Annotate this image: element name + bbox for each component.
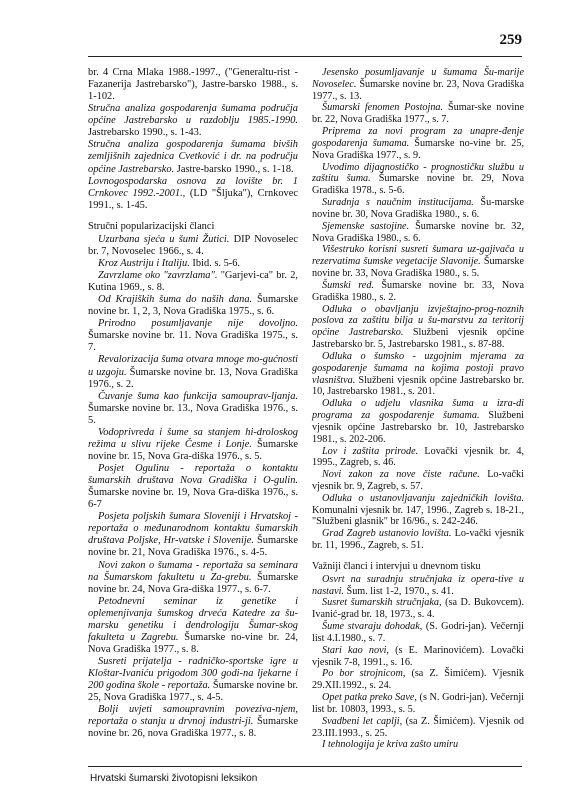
bibliography-entry — [88, 704, 298, 740]
entry-title: Višestruko korisni susreti šumara uz-gajivača u rezervatima šumske vegetacije Slavonije. — [312, 244, 524, 268]
entry-source: Službeni vjesnik općine Jastrebarsko br. 10, Jastrebarsko 1981., s. 202-206. — [312, 410, 524, 445]
entry-source: Komunalni vjesnik br. 147, 1996., Zagreb s. 18-21., "Službeni glasnik" br 16/96., s. 242-246. — [312, 504, 524, 528]
entry-source: Lovački vjesnik br. 4, 1995., Zagreb, s. 46. — [312, 445, 525, 469]
entry-title: Od Krajiških šuma do naših dana. — [98, 294, 253, 306]
entry-title: Priprema za novi program za unapre-đenje gospodarenja šumama. — [312, 126, 524, 149]
entry-title: Vodoprivreda i šume sa stanjem hi-droloskog režima u slivu rijeke Česme i Lonje. — [88, 426, 298, 450]
bibliography-entry — [88, 511, 298, 559]
entry-title: Novi zakon za nove čiste račune. — [322, 469, 480, 481]
bibliography-entry — [88, 391, 298, 427]
entry-source: Šumarske novine br. 15, Nova Gra-diška 1976., s. 5. — [88, 438, 298, 462]
entry-title: Petodnevni seminar iz genetike i oplemenjivanja šumskog drveća Katedre za šu-marsku genetiku i dendrologiju Šumar-skog fakulteta u Zagrebu. — [88, 595, 298, 643]
entry-title: Lov i zaštita prirode. — [322, 445, 419, 457]
entry-title: Posjet Ogulinu - reportaža o kontaktu šumarskih društava Nova Gradiška i O-gulin. — [88, 463, 298, 487]
bibliography-entry — [312, 102, 524, 126]
entry-source: Šumarske novine br. 24, Nova Gra-diška 1977., s. 6-7. — [88, 571, 299, 595]
entry-source: Službeni vjesnik općine Jastrebarsko br. 5, Jastrebarsko 1981., s. 87-88. — [312, 327, 524, 351]
bibliography-entry — [312, 668, 524, 692]
bibliography-entry — [312, 446, 524, 470]
bibliography-entry — [88, 427, 298, 463]
bibliography-entry — [312, 398, 524, 445]
entry-title: Stručna analiza gospodarenja šumama bivših zemljišnih zajednica Cvetković i dr. na području općine Jastrebarsko. — [88, 139, 298, 175]
bibliography-entry — [312, 67, 524, 102]
entry-source: Šumarske novine br. 21, Nova Gradiška 1976., s. 4-5. — [88, 535, 298, 559]
bibliography-entry — [312, 493, 524, 528]
entry-source: Lo-vački vjesnik br. 9, Zagreb, s. 57. — [312, 469, 524, 492]
entry-source: (sa Z. Šimićem). Vjesnik 29.XII.1992., s. 24. — [312, 668, 524, 692]
entry-title: Šumski red. — [322, 279, 374, 291]
header-rule — [88, 56, 522, 57]
entry-title: Uzurbana sjeća u šumi Žutici. — [98, 233, 230, 245]
bibliography-entry — [88, 270, 298, 294]
bibliography-entry — [312, 716, 524, 740]
entry-title: Revalorizacija šuma otvara mnoge mo-gućnosti u uzgoju. — [88, 354, 298, 378]
section-heading: Stručni popularizacijski članci — [88, 220, 215, 232]
bibliography-entry — [88, 596, 298, 656]
footer-rule — [88, 766, 522, 767]
entry-source: br. 4 Crna Mlaka 1988.-1997., ("Generaltu-rist - Fazanerija Jastrebarsko"), Jastre-barsko 1988., s. 1-102. — [88, 67, 298, 103]
entry-title: Šumarski fenomen Postojna. — [322, 102, 444, 114]
entry-title: Kroz Austriju i Italiju. — [98, 257, 190, 269]
entry-source: Šumarske novine br. 1, 2, 3, Nova Gradiška 1975., s. 6. — [88, 294, 299, 318]
entry-title: Odluka o šumsko - uzgojnim mjerama za gospodarenje šumama na kojima postoji pravo vlasništva. — [312, 350, 524, 386]
entry-title: Grad Zagreb ustanovio lovišta. — [322, 528, 452, 540]
entry-source: Jastre-barsko 1990., s. 1-18. — [174, 163, 294, 175]
entry-source: Lo-vački vjesnik br. 11, 1996., Zagreb, s. 51. — [312, 528, 524, 552]
entry-source: Šumarske novine br. 25, Nova Gradiška 1977., s. 4-5. — [88, 680, 299, 704]
entry-title: Čuvanje šuma kao funkcija samouprav-ljanja. — [98, 390, 298, 402]
bibliography-entry — [88, 463, 298, 511]
entry-title: Sjemenske sastojine. — [322, 220, 410, 232]
entry-title: Uvodimo dijagnostičko - prognostičku službu u zaštitu šuma. — [312, 161, 524, 185]
entry-source: (s N. Godri-jan). Večernji list br. 10803, 1993., s. 5. — [312, 692, 525, 715]
entry-source: Šumarske novine br. 13., Nova Gradiška 1976., s. 5. — [88, 402, 298, 426]
entry-title: Svadbeni let caplji, — [322, 715, 403, 727]
entry-title: Susret šumarskih stručnjaka, — [322, 597, 442, 609]
bibliography-entry — [88, 318, 298, 354]
entry-title: Prirodno posumljavanje nije dovoljno. — [98, 318, 298, 330]
entry-source: (sa D. Bukovcem). Ivanić-grad br. 18, 1973., s. 4. — [312, 597, 524, 621]
entry-title: Jesensko posumljavanje u šumama Šu-marije Novoselec. — [312, 67, 524, 90]
entry-source: (LD "Šljuka"), Crnkovec 1991., s. 1-45. — [88, 187, 298, 211]
entry-source: Šu-marske novine br. 30, Nova Gradiška 1980., s. 6. — [312, 197, 524, 220]
entry-title: Zavrzlame oko "zavrzlama". — [98, 270, 218, 281]
footer-title: Hrvatski šumarski životopisni leksikon — [90, 773, 258, 784]
entry-source: "Garjevi-ca" br. 2, Kutina 1969., s. 8. — [88, 270, 298, 294]
entry-title: Lovnogospodarska osnova za lovište br. 1 Crnkovec 1992.-2001., — [88, 175, 298, 199]
bibliography-entry — [312, 162, 524, 197]
section-heading: Važniji članci i intervjui u dnevnom tisku — [312, 560, 481, 572]
bibliography-entry — [312, 351, 524, 398]
entry-title: Suradnja s naučnim institucijama. — [322, 197, 474, 209]
bibliography-entry — [88, 234, 298, 258]
entry-title: Stručna analiza gospodarenja šumama područja općine Jastrebarsko u razdoblju 1985.-1990. — [88, 103, 298, 127]
bibliography-entry — [312, 597, 524, 621]
entry-source: Šumarske novine br. 11. Nova Gradiška 1975., s. 7. — [88, 330, 298, 354]
entry-source: Službeni vjesnik općine Jastrebarsko br. 10, Jastrebarsko 1981., s. 201. — [312, 374, 524, 398]
bibliography-entry — [312, 739, 524, 751]
entry-source: Šum. list 1-2, 1970., s. 41. — [343, 585, 454, 597]
entry-source: (s E. Marinovićem). Lovački vjesnik 7-8, 1991., s. 16. — [312, 644, 525, 668]
bibliography-entry — [312, 197, 524, 221]
bibliography-entry — [88, 294, 298, 318]
entry-source: Šumarske novine br. 23, Nova Gradiška 1977., s. 13. — [312, 78, 524, 102]
left-column — [88, 67, 298, 740]
entry-title: Posjeta poljskih šumara Sloveniji i Hrvatskoj - reportaža o međunarodnom kontaktu šumarskih društava Poljske, Hr-vatske i Slovenije. — [88, 511, 298, 547]
bibliography-entry — [312, 621, 524, 645]
bibliography-entry — [88, 560, 298, 596]
entry-title: Odluka o udjelu vlasnika šuma u izra-di programa za gospodarenje šumama. — [312, 398, 524, 422]
entry-title: Opet patka preko Save, — [322, 692, 417, 704]
entry-title: I tehnologija je kriva zašto umiru — [322, 739, 459, 751]
entry-source: Šumarske no-vine br. 24, Nova Gradiška 1977., s. 8. — [88, 631, 298, 655]
entry-source: Šumarske novine br. 32, Nova Gradiška 1980., s. 6. — [312, 220, 524, 244]
entry-source: Šumar-ske novine br. 22, Nova Gradiška 1977., s. 7. — [312, 102, 525, 126]
entry-source: (S. Godri-jan). Večernji list 4.I.1980., s. 7. — [312, 621, 525, 644]
bibliography-entry — [88, 103, 298, 139]
entry-source: Šumarske novine br. 13, Nova Gradiška 1976., s. 2. — [88, 366, 299, 390]
entry-title: Stari kao novi, — [322, 644, 389, 656]
entry-source: Šumarske no-vine br. 25, Nova Gradiška 1977., s. 9. — [312, 137, 524, 161]
bibliography-entry — [312, 692, 524, 716]
entry-source: Šumarske novine br. 19, Nova Gra-diška 1976., s. 6-7 — [88, 487, 298, 511]
bibliography-entry — [312, 574, 524, 598]
page-number: 259 — [499, 32, 522, 48]
bibliography-entry — [88, 176, 298, 212]
bibliography-entry — [88, 139, 298, 175]
entry-source: Ibid. s. 5-6. — [189, 257, 241, 269]
bibliography-entry — [312, 304, 524, 351]
bibliography-entry — [312, 645, 524, 669]
right-column — [312, 67, 524, 751]
entry-source: DIP Novoselec br. 7, Novoselec 1966., s. 4. — [88, 233, 298, 257]
bibliography-entry — [88, 354, 298, 390]
entry-title: Po bor strojnicom, — [322, 668, 406, 680]
bibliography-entry — [88, 656, 298, 704]
entry-title: Bolji uvjeti samoupravnim poveziva-njem, reportaža o stanju u drvnoj industri-ji. — [88, 704, 298, 728]
entry-title: Susreti prijatelja - radničko-sportske igre u Kloštar-Ivaniću prigodom 300 godi-na ljekarne i 200 godina škole - reportaža. — [88, 656, 298, 692]
entry-source: Šumarske novine br. 33, Nova Gradiška 1980., s. 5. — [312, 256, 525, 280]
entry-title: Odluka o ustanovljavanju zajedničkih lovišta. — [322, 492, 524, 504]
bibliography-entry — [312, 126, 524, 161]
bibliography-entry — [88, 67, 298, 103]
bibliography-entry — [88, 258, 298, 270]
entry-source: Šumarske novine br. 29, Nova Gradiška 1978., s. 5-6. — [312, 173, 524, 197]
entry-title: Šume stvaraju dohodak, — [322, 621, 423, 633]
bibliography-entry — [312, 221, 524, 245]
entry-source: Šumarske novine br. 33, Nova Gradiška 1980., s. 2. — [312, 279, 524, 303]
entry-title: Odluka o obavljanju izvještajno-prog-noznih poslova za zaštitu bilja u šu-marstvu za teritorij općine Jastrebarsko. — [312, 303, 524, 339]
entry-title: Novi zakon o šumama - reportaža sa seminara na Šumarskom fakultetu u Za-grebu. — [88, 559, 298, 583]
entry-source: Šumarske novine br. 26, nova Gradiška 1977., s. 8. — [88, 716, 299, 740]
bibliography-entry — [312, 280, 524, 304]
bibliography-entry — [312, 528, 524, 552]
entry-source: Jastrebarsko 1990., s. 1-43. — [88, 127, 202, 139]
entry-title: Osvrt na suradnju stručnjaka iz opera-tive u nastavi. — [312, 573, 524, 597]
entry-source: (sa Z. Šimićem). Vjesnik od 23.III.1993., s. 25. — [312, 715, 524, 739]
bibliography-entry — [312, 469, 524, 493]
bibliography-entry — [312, 244, 524, 279]
